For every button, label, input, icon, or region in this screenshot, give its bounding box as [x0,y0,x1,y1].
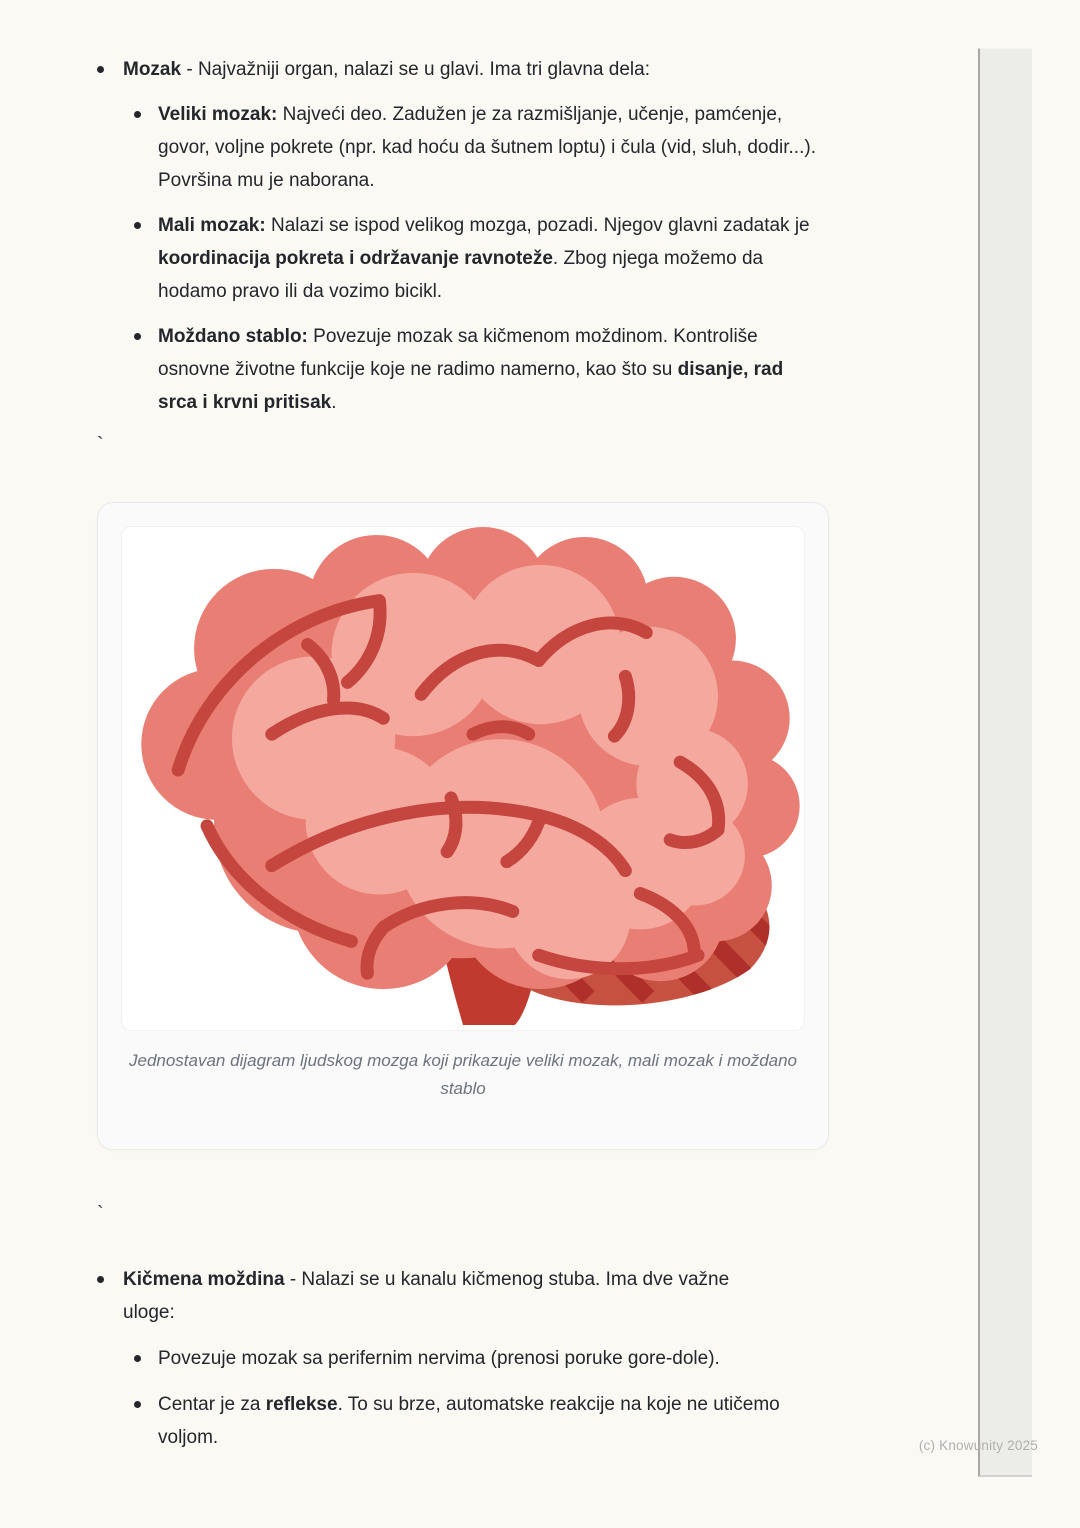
list-item-text [158,320,818,419]
figure-card [97,502,829,1150]
figure-image [121,526,805,1031]
text-segment: disanje, rad srca i krvni pritisak [158,359,784,413]
bullet-list-mozak [97,53,860,419]
list-item-text [158,98,818,197]
text-segment: reflekse [265,1394,338,1415]
bullet-dot [97,66,104,73]
bullet-dot [134,333,141,340]
text-segment: - Najvažniji organ, nalazi se u glavi. Ima tri glavna dela: [181,59,650,80]
text-segment: Centar je za [158,1394,266,1415]
list-item [134,1342,860,1375]
list-item [134,209,860,308]
bullet-dot [134,1401,141,1408]
bullet-dot [134,222,141,229]
text-segment: koordinacija pokreta i održavanje ravnoteže [158,248,553,269]
list-item [134,320,860,419]
text-segment: - Nalazi se u kanalu kičmenog stuba. Ima dve važne uloge: [123,1269,730,1323]
list-item-text [158,1388,818,1454]
stray-backtick: ` [97,1203,104,1225]
text-segment: . To su brze, automatske reakcije na koje ne utičemo voljom. [158,1394,780,1448]
text-segment: . Zbog njega možemo da hodamo pravo ili da vozimo bicikl. [158,248,764,302]
list-item-text [123,1263,783,1329]
text-segment: . [331,392,337,413]
list-item [134,98,860,197]
stray-backtick: ` [97,434,104,456]
bullet-dot [97,1276,104,1283]
list-item-text [158,209,818,308]
text-segment: Moždano stablo: [158,326,308,347]
text-segment: Povezuje mozak sa kičmenom moždinom. Kontroliše osnovne životne funkcije koje ne radimo namerno, kao što su [158,326,758,380]
text-segment: Veliki mozak: [158,104,278,125]
text-segment: Nalazi se ispod velikog mozga, pozadi. Njegov glavni zadatak je [265,215,810,236]
list-item [97,1263,860,1329]
page-edge-strip [978,48,1032,1477]
bullet-dot [134,111,141,118]
text-segment: Mali mozak: [158,215,266,236]
list-item-text [123,53,650,86]
text-segment: Kičmena moždina [123,1269,285,1290]
text-segment: Najveći deo. Zadužen je za razmišljanje, učenje, pamćenje, govor, voljne pokrete (npr. kad hoću da šutnem loptu) i čula (vid, sluh, dodir...). Površina mu je naborana. [158,104,816,191]
figure-caption: Jednostavan dijagram ljudskog mozga koji prikazuje veliki mozak, mali mozak i moždano stablo [128,1051,798,1098]
text-segment: Mozak [123,59,182,80]
list-item [134,1388,860,1454]
list-item [97,53,860,86]
text-segment: Povezuje mozak sa perifernim nervima (prenosi poruke gore-dole). [158,1348,720,1369]
bullet-list-kicmena [97,1263,860,1454]
brain-illustration [122,527,804,1030]
bullet-dot [134,1355,141,1362]
copyright-watermark: (c) Knowunity 2025 [918,1438,1038,1453]
list-item-text [158,1342,720,1375]
